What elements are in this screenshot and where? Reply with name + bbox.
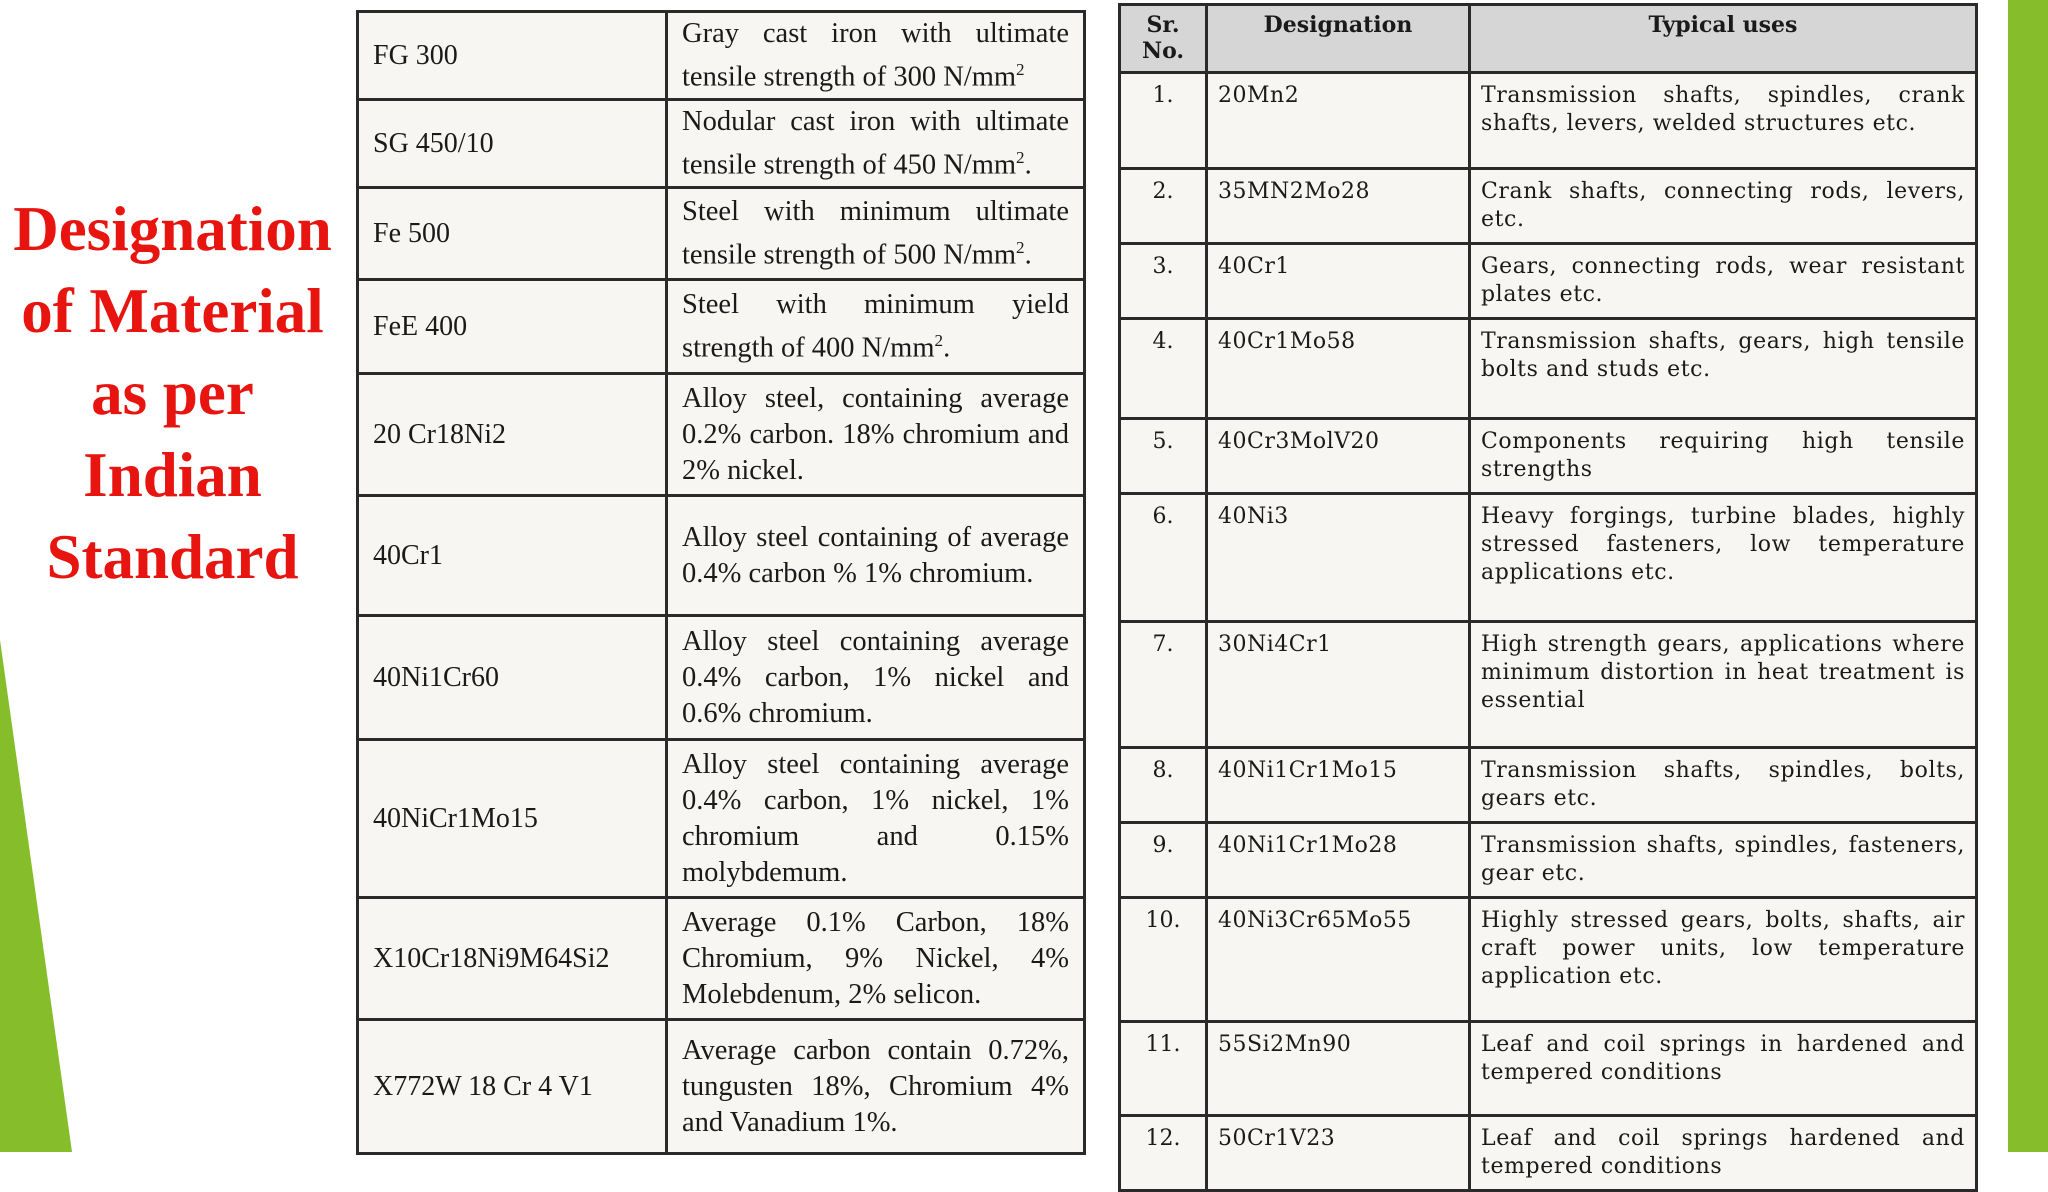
- table-row: [1120, 898, 1977, 1022]
- designation-cell: 40Ni1Cr1Mo28: [1207, 823, 1470, 898]
- uses-cell: Crank shafts, connecting rods, levers, etc.: [1470, 169, 1977, 244]
- table-header-row: [1120, 5, 1977, 73]
- description-cell: Alloy steel containing average 0.4% carbon, 1% nickel, 1% chromium and 0.15% molybdemum.: [667, 740, 1085, 898]
- description-cell: Alloy steel containing average 0.4% carbon, 1% nickel and 0.6% chromium.: [667, 616, 1085, 740]
- sr-cell: 1.: [1120, 73, 1207, 169]
- designation-cell: FG 300: [358, 12, 667, 100]
- uses-cell: Transmission shafts, spindles, bolts, gears etc.: [1470, 748, 1977, 823]
- table-row: [1120, 494, 1977, 622]
- table-row: [358, 740, 1085, 898]
- header-typical-uses: Typical uses: [1470, 5, 1977, 73]
- sr-cell: 6.: [1120, 494, 1207, 622]
- description-text: Steel with minimum ultimate tensile strength of 500 N/mm: [682, 195, 1069, 271]
- designation-cell: 50Cr1V23: [1207, 1116, 1470, 1191]
- table-row: [358, 280, 1085, 374]
- table-row: [1120, 419, 1977, 494]
- uses-cell: Heavy forgings, turbine blades, highly stressed fasteners, low temperature applications etc.: [1470, 494, 1977, 622]
- table-row: [1120, 244, 1977, 319]
- designation-cell: Fe 500: [358, 188, 667, 280]
- table-row: [358, 100, 1085, 188]
- uses-cell: Highly stressed gears, bolts, shafts, air craft power units, low temperature application etc.: [1470, 898, 1977, 1022]
- uses-cell: Leaf and coil springs hardened and tempered conditions: [1470, 1116, 1977, 1191]
- sr-cell: 3.: [1120, 244, 1207, 319]
- header-sr-no: Sr. No.: [1120, 5, 1207, 73]
- table-row: [1120, 622, 1977, 748]
- table-row: [358, 374, 1085, 496]
- sr-cell: 2.: [1120, 169, 1207, 244]
- slide-title: [0, 188, 345, 598]
- table-row: [1120, 169, 1977, 244]
- table-row: [1120, 1116, 1977, 1191]
- table-row: [358, 898, 1085, 1020]
- material-designation-table: [356, 10, 1086, 1155]
- sr-cell: 12.: [1120, 1116, 1207, 1191]
- uses-cell: Leaf and coil springs in hardened and tempered conditions: [1470, 1022, 1977, 1116]
- designation-cell: FeE 400: [358, 280, 667, 374]
- unit-superscript: 2: [1016, 147, 1025, 167]
- designation-cell: 40Cr1: [1207, 244, 1470, 319]
- designation-cell: 40Cr3MolV20: [1207, 419, 1470, 494]
- description-text: Gray cast iron with ultimate tensile strength of 300 N/mm: [682, 17, 1069, 93]
- sr-cell: 10.: [1120, 898, 1207, 1022]
- designation-cell: 40Ni1Cr1Mo15: [1207, 748, 1470, 823]
- designation-cell: 40Cr1Mo58: [1207, 319, 1470, 419]
- designation-cell: SG 450/10: [358, 100, 667, 188]
- designation-cell: X10Cr18Ni9M64Si2: [358, 898, 667, 1020]
- description-cell: Average 0.1% Carbon, 18% Chromium, 9% Nickel, 4% Molebdenum, 2% selicon.: [667, 898, 1085, 1020]
- uses-cell: Gears, connecting rods, wear resistant plates etc.: [1470, 244, 1977, 319]
- sr-cell: 7.: [1120, 622, 1207, 748]
- green-accent-right: [2008, 0, 2048, 1152]
- table-row: [358, 1020, 1085, 1154]
- designation-cell: 40Cr1: [358, 496, 667, 616]
- uses-cell: Transmission shafts, gears, high tensile bolts and studs etc.: [1470, 319, 1977, 419]
- designation-cell: 40Ni1Cr60: [358, 616, 667, 740]
- title-line: Designation: [13, 194, 332, 264]
- designation-cell: 20 Cr18Ni2: [358, 374, 667, 496]
- table-row: [1120, 319, 1977, 419]
- description-cell: [667, 280, 1085, 374]
- unit-superscript: 2: [934, 330, 944, 350]
- typical-uses-table: [1118, 3, 1978, 1192]
- designation-cell: 40Ni3: [1207, 494, 1470, 622]
- table-row: [1120, 1022, 1977, 1116]
- sr-cell: 9.: [1120, 823, 1207, 898]
- title-line: Standard: [46, 522, 299, 592]
- sr-cell: 8.: [1120, 748, 1207, 823]
- uses-cell: Transmission shafts, spindles, fasteners, gear etc.: [1470, 823, 1977, 898]
- description-text: Nodular cast iron with ultimate tensile strength of 450 N/mm: [682, 105, 1069, 181]
- uses-cell: High strength gears, applications where minimum distortion in heat treatment is essential: [1470, 622, 1977, 748]
- description-cell: Average carbon contain 0.72%, tungusten 18%, Chromium 4% and Vanadium 1%.: [667, 1020, 1085, 1154]
- table-row: [358, 12, 1085, 100]
- sr-cell: 4.: [1120, 319, 1207, 419]
- title-line: as per: [91, 358, 254, 428]
- table-row: [1120, 73, 1977, 169]
- designation-cell: X772W 18 Cr 4 V1: [358, 1020, 667, 1154]
- designation-cell: 35MN2Mo28: [1207, 169, 1470, 244]
- designation-cell: 55Si2Mn90: [1207, 1022, 1470, 1116]
- unit-superscript: 2: [1016, 237, 1025, 257]
- unit-superscript: 2: [1016, 59, 1025, 79]
- description-cell: [667, 188, 1085, 280]
- uses-cell: Components requiring high tensile strengths: [1470, 419, 1977, 494]
- designation-cell: 40Ni3Cr65Mo55: [1207, 898, 1470, 1022]
- header-designation: Designation: [1207, 5, 1470, 73]
- description-cell: [667, 12, 1085, 100]
- designation-cell: 20Mn2: [1207, 73, 1470, 169]
- table-row: [358, 496, 1085, 616]
- table-row: [358, 616, 1085, 740]
- sr-cell: 11.: [1120, 1022, 1207, 1116]
- sr-cell: 5.: [1120, 419, 1207, 494]
- table-row: [1120, 823, 1977, 898]
- designation-cell: 30Ni4Cr1: [1207, 622, 1470, 748]
- designation-cell: 40NiCr1Mo15: [358, 740, 667, 898]
- description-cell: [667, 100, 1085, 188]
- description-tail: .: [1024, 149, 1032, 181]
- table-row: [1120, 748, 1977, 823]
- description-cell: Alloy steel containing of average 0.4% carbon % 1% chromium.: [667, 496, 1085, 616]
- description-tail: .: [1024, 239, 1032, 271]
- description-text: Steel with minimum yield strength of 400 N/mm: [682, 288, 1069, 364]
- uses-cell: Transmission shafts, spindles, crank shafts, levers, welded structures etc.: [1470, 73, 1977, 169]
- description-tail: .: [943, 332, 951, 364]
- table-row: [358, 188, 1085, 280]
- description-cell: Alloy steel, containing average 0.2% carbon. 18% chromium and 2% nickel.: [667, 374, 1085, 496]
- title-line: Indian: [83, 440, 262, 510]
- title-line: of Material: [21, 276, 324, 346]
